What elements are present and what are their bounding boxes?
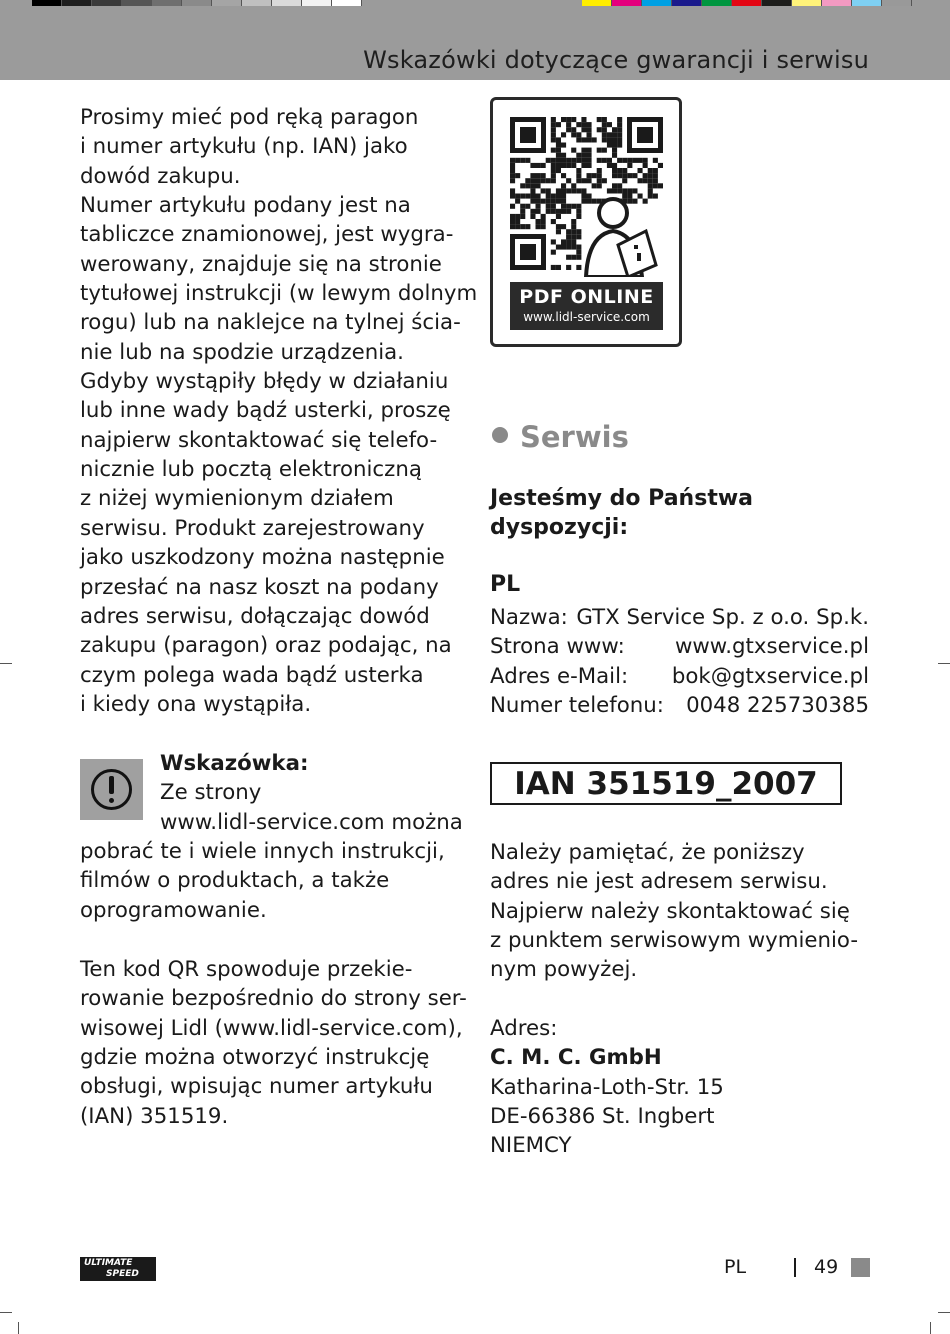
availability-line: Jesteśmy do Państwa [490,486,754,511]
phone-number: 0048 225730385 [686,693,869,719]
text-line: wisowej Lidl (www.lidl-service.com), [80,1015,463,1041]
calibration-swatch [672,0,702,6]
calibration-swatch [242,0,272,6]
text-line: rowanie bezpośrednio do strony ser- [80,986,467,1012]
text-line: Gdyby wystąpiły błędy w działaniu [80,369,449,395]
website-link[interactable]: www.gtxservice.pl [674,634,869,660]
text-line: adres nie jest adresem serwisu. [490,869,828,895]
text-line: rogu) lub na naklejce na tylnej ścia- [80,310,461,336]
availability-heading [490,484,753,542]
crop-mark [0,1312,12,1313]
address-street: Katharina-Loth-Str. 15 [490,1074,724,1100]
text-line: przesłać na nasz koszt na podany [80,574,439,600]
pdf-online-title: PDF ONLINE [519,286,654,308]
calibration-swatch [212,0,242,6]
text-line: najpierw skontaktować się telefo- [80,427,438,453]
service-heading-text: Serwis [520,420,629,454]
crop-mark [938,663,950,664]
text-line: z niżej wymienionym działem [80,486,394,512]
note-line: pobrać te i wiele innych instrukcji, [80,839,445,865]
crop-mark [938,1312,950,1313]
text-line: Ten kod QR spowoduje przekie- [80,957,413,982]
calibration-swatch [302,0,332,6]
contact-value: GTX Service Sp. z o.o. Sp.k. [576,605,869,630]
contact-label: Nazwa: [490,605,568,630]
warranty-text [80,103,478,719]
email-link[interactable]: bok@gtxservice.pl [671,663,869,689]
text-line: tabliczce znamionowej, jest wygra- [80,222,454,248]
note-line: filmów o produktach, a także [80,868,390,894]
country-heading: PL [490,572,521,597]
note-line: Ze strony [160,780,262,806]
calibration-swatch [122,0,152,6]
calibration-swatch [272,0,302,6]
calibration-swatch [182,0,212,6]
text-line: dowód zakupu. [80,163,241,189]
calibration-swatch [582,0,612,6]
page-header-title: Wskazówki dotyczące gwarancji i serwisu [363,46,869,74]
bullet-icon [492,427,508,443]
logo-line: SPEED [106,1269,139,1279]
text-line: obsługi, wpisując numer artykułu [80,1074,433,1100]
color-calibration-strip [582,0,912,6]
address-country: NIEMCY [490,1133,572,1159]
text-line: nie lub na spodzie urządzenia. [80,339,404,365]
text-line: Numer artykułu podany jest na [80,193,411,219]
exclamation-icon [80,759,143,820]
text-line: i numer artykułu (np. IAN) jako [80,134,408,160]
calibration-swatch [702,0,732,6]
text-line: lub inne wady bądź usterki, proszę [80,398,451,424]
crop-mark [18,1322,19,1334]
text-line: werowany, znajduje się na stronie [80,251,442,277]
pdf-online-url: www.lidl-service.com [523,310,650,324]
page-number: 49 [814,1256,839,1278]
calibration-swatch [152,0,182,6]
crop-mark [930,1322,931,1334]
calibration-swatch [62,0,92,6]
text-line: i kiedy ona wystąpiła. [80,691,312,717]
text-line: tytułowej instrukcji (w lewym dolnym [80,281,478,307]
address-company: C. M. C. GmbH [490,1045,662,1071]
contact-row [490,603,869,632]
address-label: Adres: [490,1016,558,1041]
address-block [490,1014,875,1161]
text-line: serwisu. Produkt zarejestrowany [80,515,425,541]
text-line: Należy pamiętać, że poniższy [490,840,805,865]
text-line: nicznie lub pocztą elektroniczną [80,457,422,483]
calibration-swatch [792,0,822,6]
text-line: gdzie można otworzyć instrukcję [80,1045,430,1071]
ian-number-box: IAN 351519_2007 [490,762,842,805]
text-line: Najpierw należy skontaktować się [490,898,850,924]
pdf-online-banner [510,282,663,330]
text-line: (IAN) 351519. [80,1103,229,1129]
crop-mark [0,663,12,664]
address-city: DE-66386 St. Ingbert [490,1104,715,1130]
header-bar [0,0,950,80]
brand-logo [80,1257,156,1281]
calibration-swatch [332,0,362,6]
logo-line: ULTIMATE [84,1258,133,1268]
calibration-swatch [762,0,792,6]
calibration-swatch [92,0,122,6]
footer-language: PL [724,1256,747,1278]
contact-label: Numer telefonu: [490,693,664,719]
footer-square-icon [851,1258,870,1277]
calibration-swatch [882,0,912,6]
address-notice [490,838,875,985]
text-line: adres serwisu, dołączając dowód [80,603,430,629]
calibration-swatch [822,0,852,6]
reading-person-icon [586,199,656,277]
service-heading [492,420,629,454]
contact-label: Strona www: [490,634,625,660]
qr-code-icon [510,117,663,277]
contact-row [490,632,869,661]
footer-divider [794,1258,796,1277]
text-line: Prosimy mieć pod ręką paragon [80,105,419,130]
text-line: jako uszkodzony można następnie [80,545,445,571]
contact-row [490,691,869,720]
calibration-swatch [32,0,62,6]
note-line: www.lidl-service.com można [160,809,463,835]
calibration-swatch [642,0,672,6]
contact-row [490,662,869,691]
note-block [80,749,465,925]
calibration-swatch [612,0,642,6]
availability-line: dyspozycji: [490,515,629,540]
note-title: Wskazówka: [160,751,309,776]
qr-code-paragraph [80,955,465,1131]
text-line: zakupu (paragon) oraz podając, na [80,633,452,659]
gray-calibration-strip [32,0,362,6]
service-contact-table [490,603,869,720]
contact-label: Adres e-Mail: [490,663,629,689]
text-line: czym polega wada bądź usterka [80,662,424,688]
calibration-swatch [732,0,762,6]
text-line: z punktem serwisowym wymienio- [490,928,859,954]
text-line: nym powyżej. [490,957,638,983]
note-line: oprogramowanie. [80,897,267,923]
calibration-swatch [852,0,882,6]
qr-code-box[interactable] [490,97,682,347]
